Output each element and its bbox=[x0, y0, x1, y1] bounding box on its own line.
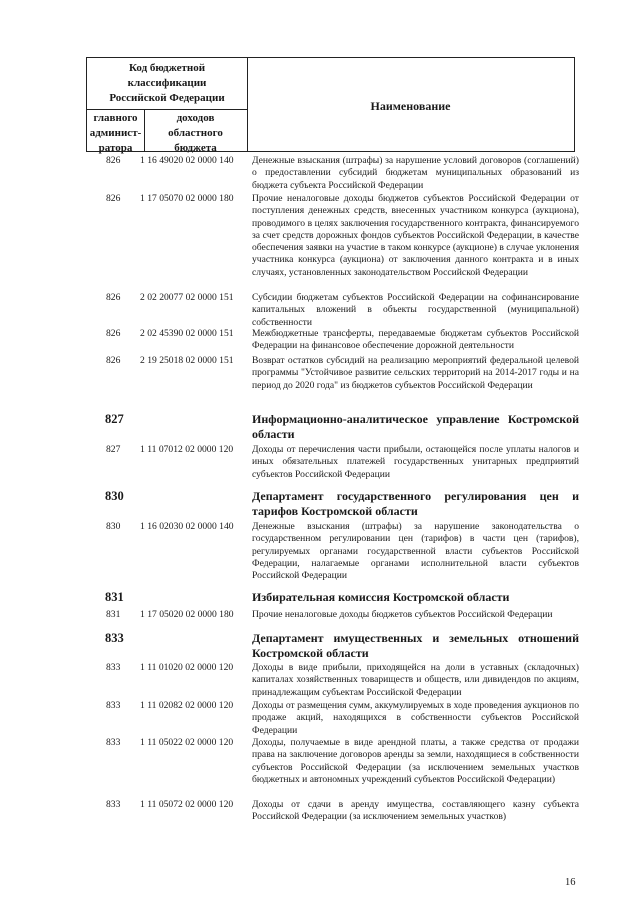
section-number: 831 bbox=[105, 590, 124, 604]
income-code: 1 11 07012 02 0000 120 bbox=[140, 444, 234, 455]
header-col-admin: главного админист- ратора bbox=[89, 112, 142, 154]
income-name: Доходы в виде прибыли, приходящейся на доли в уставных (складочных) капиталах хозяйственных товариществ и обществ, или дивидендов по акциям, принадлежащим субъектам Российской Федерации bbox=[252, 662, 579, 698]
admin-code: 826 bbox=[106, 292, 121, 303]
section-number: 827 bbox=[105, 412, 124, 426]
header-col-name: Наименование bbox=[370, 99, 451, 113]
income-name: Субсидии бюджетам субъектов Российской Федерации на софинансирование капитальных вложений в объекты государственной (муниципальной) собственности bbox=[252, 292, 579, 328]
income-name: Доходы от перечисления части прибыли, остающейся после уплаты налогов и иных обязательных платежей государственных унитарных предприятий субъектов Российской Федерации bbox=[252, 444, 579, 480]
income-name: Денежные взыскания (штрафы) за нарушение условий договоров (соглашений) о предоставлении субсидий бюджетам муниципальных образований из бюджета субъекта Российской Федерации bbox=[252, 155, 579, 191]
income-name: Прочие неналоговые доходы бюджетов субъектов Российской Федерации от поступления денежных средств, внесенных участником конкурса (аукциона), проводимого в целях заключения государственного контракта, финансируемого за счет средств дорожных фондов субъектов Российской Федерации, в качестве обеспечения заявки на участие в таком конкурсе (аукционе) в случае уклонения участника конкурса (аукциона) от заключения данного контракта и в иных случаях, установленных законодательством Российской Федерации bbox=[252, 193, 579, 278]
admin-code: 833 bbox=[106, 662, 121, 673]
income-code: 1 11 05072 02 0000 120 bbox=[140, 799, 234, 810]
admin-code: 826 bbox=[106, 328, 121, 339]
admin-code: 826 bbox=[106, 155, 121, 166]
section-title: Департамент имущественных и земельных отношений Костромской области bbox=[252, 631, 579, 660]
income-name: Доходы от сдачи в аренду имущества, составляющего казну субъекта Российской Федерации (за исключением земельных участков) bbox=[252, 799, 579, 823]
section-number: 830 bbox=[105, 489, 124, 503]
section-title: Информационно-аналитическое управление Костромской области bbox=[252, 412, 579, 441]
income-code: 1 17 05020 02 0000 180 bbox=[140, 609, 234, 620]
income-name: Доходы от размещения сумм, аккумулируемых в ходе проведения аукционов по продаже акций, находящихся в собственности субъектов Российской Федерации bbox=[252, 700, 579, 736]
header-code-group: Код бюджетной классификации Российской Федерации bbox=[109, 62, 225, 104]
header-col-income: доходов областного бюджета bbox=[168, 112, 223, 154]
admin-code: 833 bbox=[106, 799, 121, 810]
income-code: 1 11 01020 02 0000 120 bbox=[140, 662, 234, 673]
admin-code: 833 bbox=[106, 737, 121, 748]
table-header bbox=[86, 57, 575, 152]
admin-code: 831 bbox=[106, 609, 121, 620]
admin-code: 833 bbox=[106, 700, 121, 711]
income-code: 1 16 02030 02 0000 140 bbox=[140, 521, 234, 532]
section-title: Избирательная комиссия Костромской области bbox=[252, 590, 510, 604]
income-code: 2 02 20077 02 0000 151 bbox=[140, 292, 234, 303]
admin-code: 826 bbox=[106, 355, 121, 366]
page-number: 16 bbox=[565, 877, 576, 888]
income-name: Доходы, получаемые в виде арендной платы, а также средства от продажи права на заключение договоров аренды за земли, находящиеся в собственности субъектов Российской Федерации (за исключением земельных участков бюджетных и автономных учреждений субъектов Российской Федерации) bbox=[252, 737, 579, 785]
income-code: 2 02 45390 02 0000 151 bbox=[140, 328, 234, 339]
income-name: Денежные взыскания (штрафы) за нарушение законодательства о государственном регулировании цен (тарифов) в части цен (тарифов), регулируемых органами государственной власти субъектов Российской Федерации, налагаемые органами исполнительной власти субъектов Российской Федерации bbox=[252, 521, 579, 582]
income-code: 1 11 05022 02 0000 120 bbox=[140, 737, 234, 748]
section-title: Департамент государственного регулирования цен и тарифов Костромской области bbox=[252, 489, 579, 518]
income-name: Межбюджетные трансферты, передаваемые бюджетам субъектов Российской Федерации на финансовое обеспечение дорожной деятельности bbox=[252, 328, 579, 352]
header-divider bbox=[87, 109, 247, 110]
section-number: 833 bbox=[105, 631, 124, 645]
income-name: Возврат остатков субсидий на реализацию мероприятий федеральной целевой программы "Устойчивое развитие сельских территорий на 2014-2017 годы и на период до 2020 года" из бюджетов субъектов Российской Федерации bbox=[252, 355, 579, 391]
income-code: 1 16 49020 02 0000 140 bbox=[140, 155, 234, 166]
admin-code: 827 bbox=[106, 444, 121, 455]
income-code: 1 17 05070 02 0000 180 bbox=[140, 193, 234, 204]
admin-code: 830 bbox=[106, 521, 121, 532]
income-code: 2 19 25018 02 0000 151 bbox=[140, 355, 234, 366]
income-name: Прочие неналоговые доходы бюджетов субъектов Российской Федерации bbox=[252, 609, 553, 620]
admin-code: 826 bbox=[106, 193, 121, 204]
income-code: 1 11 02082 02 0000 120 bbox=[140, 700, 234, 711]
